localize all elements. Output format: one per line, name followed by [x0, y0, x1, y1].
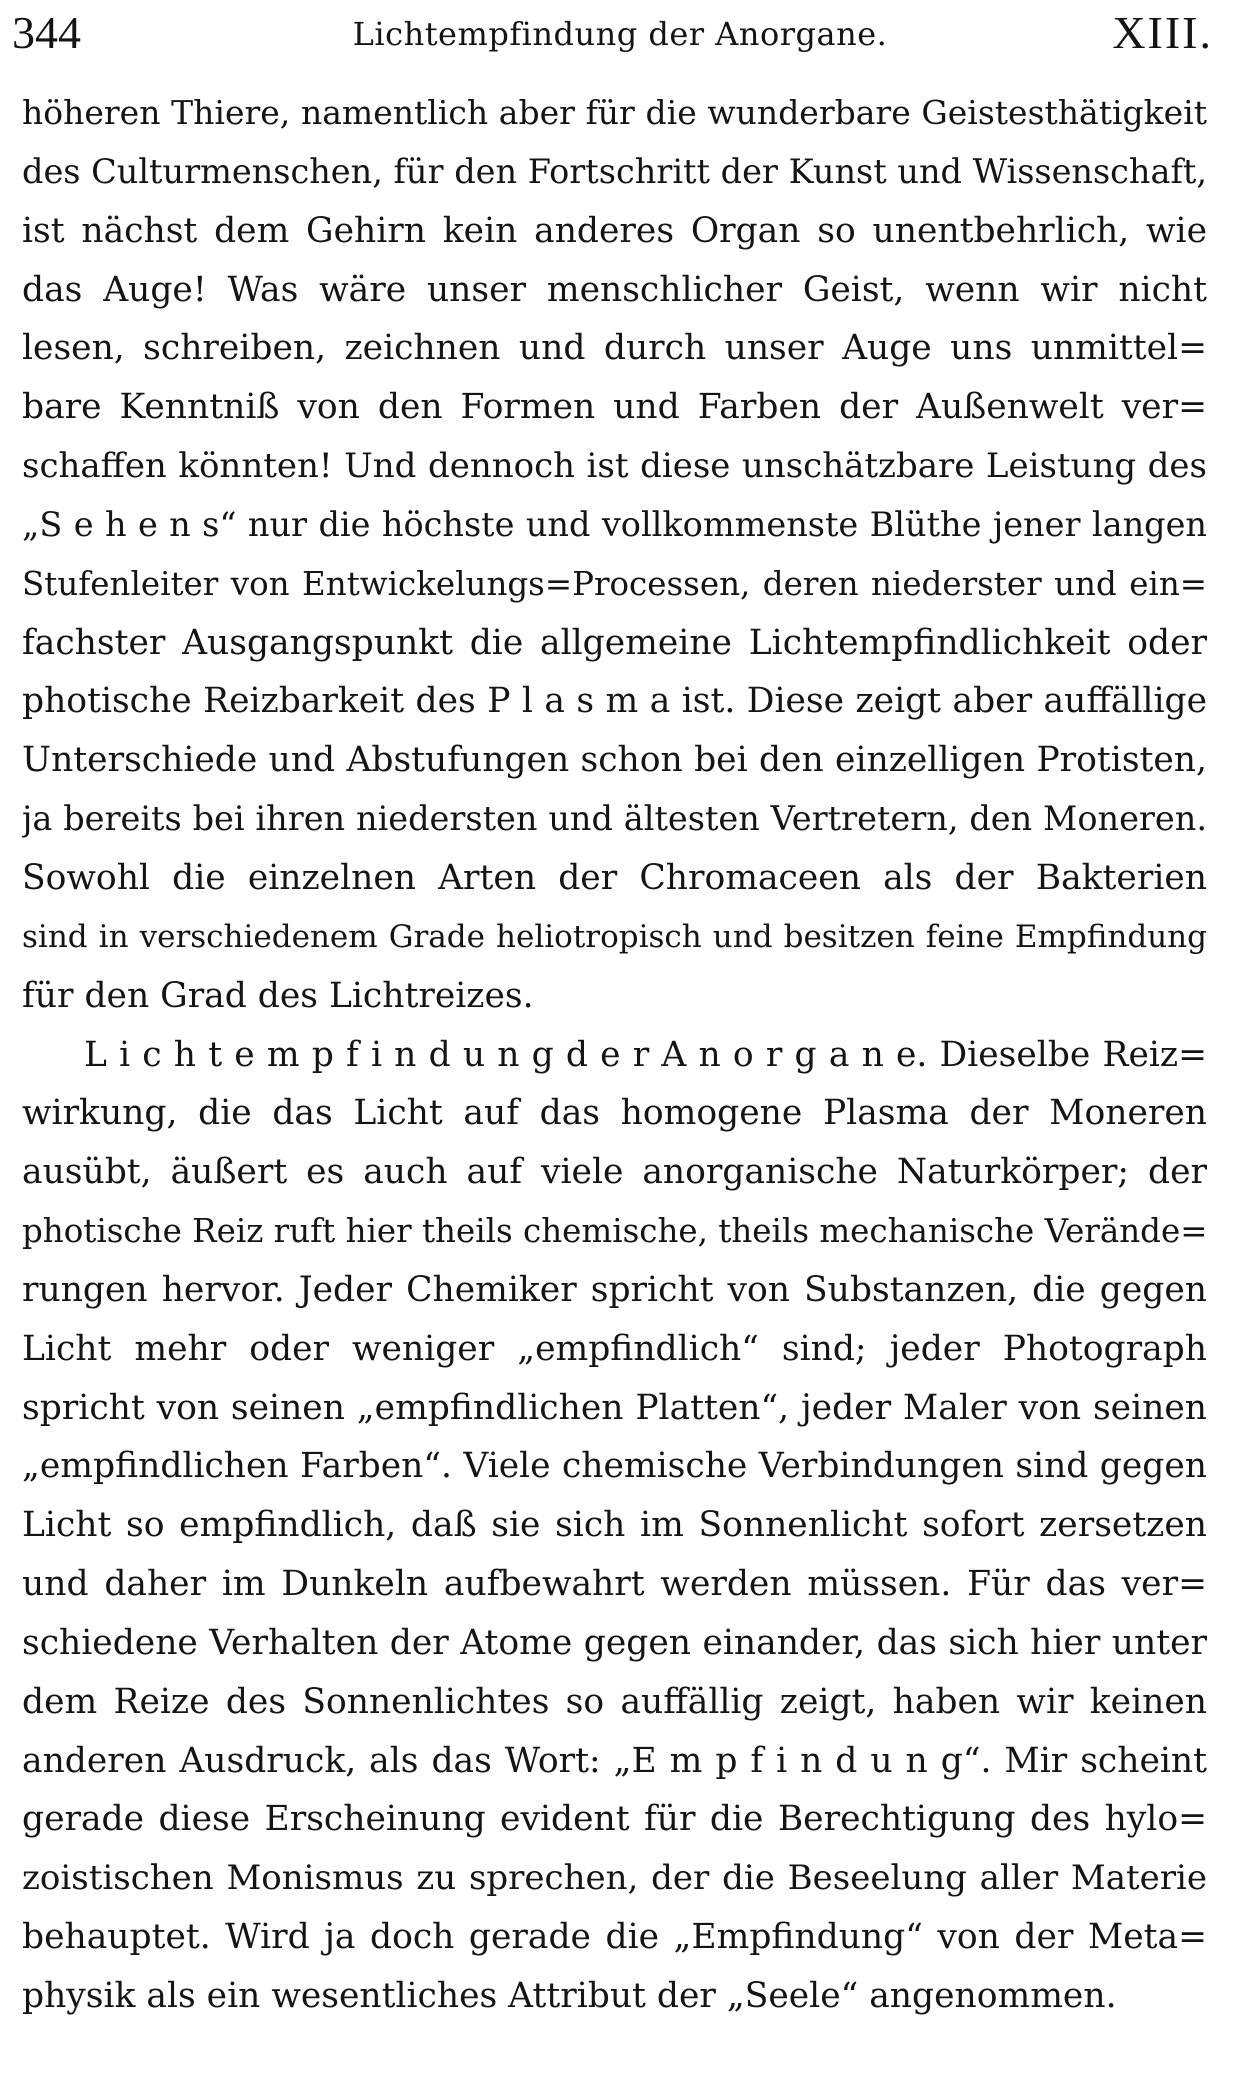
text-line: dem Reize des Sonnenlichtes so auffällig zeigt, haben wir keinen: [22, 1681, 1207, 1722]
body-text: [22, 84, 1207, 2026]
text-line: wirkung, die das Licht auf das homogene Plasma der Moneren: [22, 1093, 1207, 1134]
text-line: Stufenleiter von Entwickelungs=Processen, deren niederster und ein=: [22, 564, 1207, 603]
text-line: ja bereits bei ihren niedersten und ältesten Vertretern, den Moneren.: [22, 799, 1207, 839]
text-line: „empfindlichen Farben“. Viele chemische Verbindungen sind gegen: [22, 1446, 1207, 1487]
page-number: 344: [12, 7, 81, 58]
section-heading-line: L i c h t e m p f i n d u n g d e r A n o r g a n e. Dieselbe Reiz=: [84, 1034, 1207, 1075]
text-line: behauptet. Wird ja doch gerade die „Empfindung“ von der Meta=: [22, 1917, 1207, 1958]
text-line: Sowohl die einzelnen Arten der Chromaceen als der Bakterien: [22, 857, 1207, 898]
text-line: Licht mehr oder weniger „empfindlich“ sind; jeder Photograph: [22, 1328, 1207, 1369]
text-line: sind in verschiedenem Grade heliotropisch und besitzen feine Empfindung: [22, 918, 1207, 955]
text-line: rungen hervor. Jeder Chemiker spricht von Substanzen, die gegen: [22, 1269, 1207, 1310]
page-header: [0, 0, 1233, 70]
running-title: Lichtempfindung der Anorgane.: [352, 15, 888, 53]
text-line: lesen, schreiben, zeichnen und durch unser Auge uns unmittel=: [22, 328, 1207, 369]
text-line: anderen Ausdruck, als das Wort: „E m p f i n d u n g“. Mir scheint: [22, 1740, 1207, 1781]
text-line: ist nächst dem Gehirn kein anderes Organ so unentbehrlich, wie: [22, 210, 1207, 251]
paragraph-end-line: für den Grad des Lichtreizes.: [22, 975, 534, 1016]
text-line: schiedene Verhalten der Atome gegen einander, das sich hier unter: [22, 1622, 1207, 1663]
text-line: fachster Ausgangspunkt die allgemeine Lichtempfindlichkeit oder: [22, 622, 1207, 663]
text-line: Unterschiede und Abstufungen schon bei den einzelligen Protisten,: [22, 740, 1207, 781]
text-line: zoistischen Monismus zu sprechen, der die Beseelung aller Materie: [22, 1858, 1207, 1899]
text-line: Licht so empfindlich, daß sie sich im Sonnenlicht sofort zersetzen: [22, 1505, 1207, 1546]
chapter-number: XIII.: [1112, 7, 1213, 58]
text-line: photische Reiz ruft hier theils chemische, theils mechanische Verände=: [22, 1212, 1207, 1251]
text-line: höheren Thiere, namentlich aber für die wunderbare Geistesthätigkeit: [22, 93, 1207, 132]
text-line: das Auge! Was wäre unser menschlicher Geist, wenn wir nicht: [22, 269, 1207, 310]
text-line: photische Reizbarkeit des P l a s m a ist. Diese zeigt aber auffällige: [22, 681, 1207, 722]
text-line: und daher im Dunkeln aufbewahrt werden müssen. Für das ver=: [22, 1564, 1207, 1605]
text-line: „S e h e n s“ nur die höchste und vollkommenste Blüthe jener langen: [22, 504, 1207, 544]
text-line: bare Kenntniß von den Formen und Farben der Außenwelt ver=: [22, 387, 1207, 428]
text-line: gerade diese Erscheinung evident für die Berechtigung des hylo=: [22, 1799, 1207, 1840]
paragraph-end-line: physik als ein wesentliches Attribut der „Seele“ angenommen.: [22, 1976, 1117, 2016]
text-line: ausübt, äußert es auch auf viele anorganische Naturkörper; der: [22, 1152, 1207, 1193]
text-line: spricht von seinen „empfindlichen Platten“, jeder Maler von seinen: [22, 1387, 1207, 1428]
text-line: des Culturmenschen, für den Fortschritt der Kunst und Wissenschaft,: [22, 151, 1207, 191]
text-line: schaffen könnten! Und dennoch ist diese unschätzbare Leistung des: [22, 446, 1207, 487]
